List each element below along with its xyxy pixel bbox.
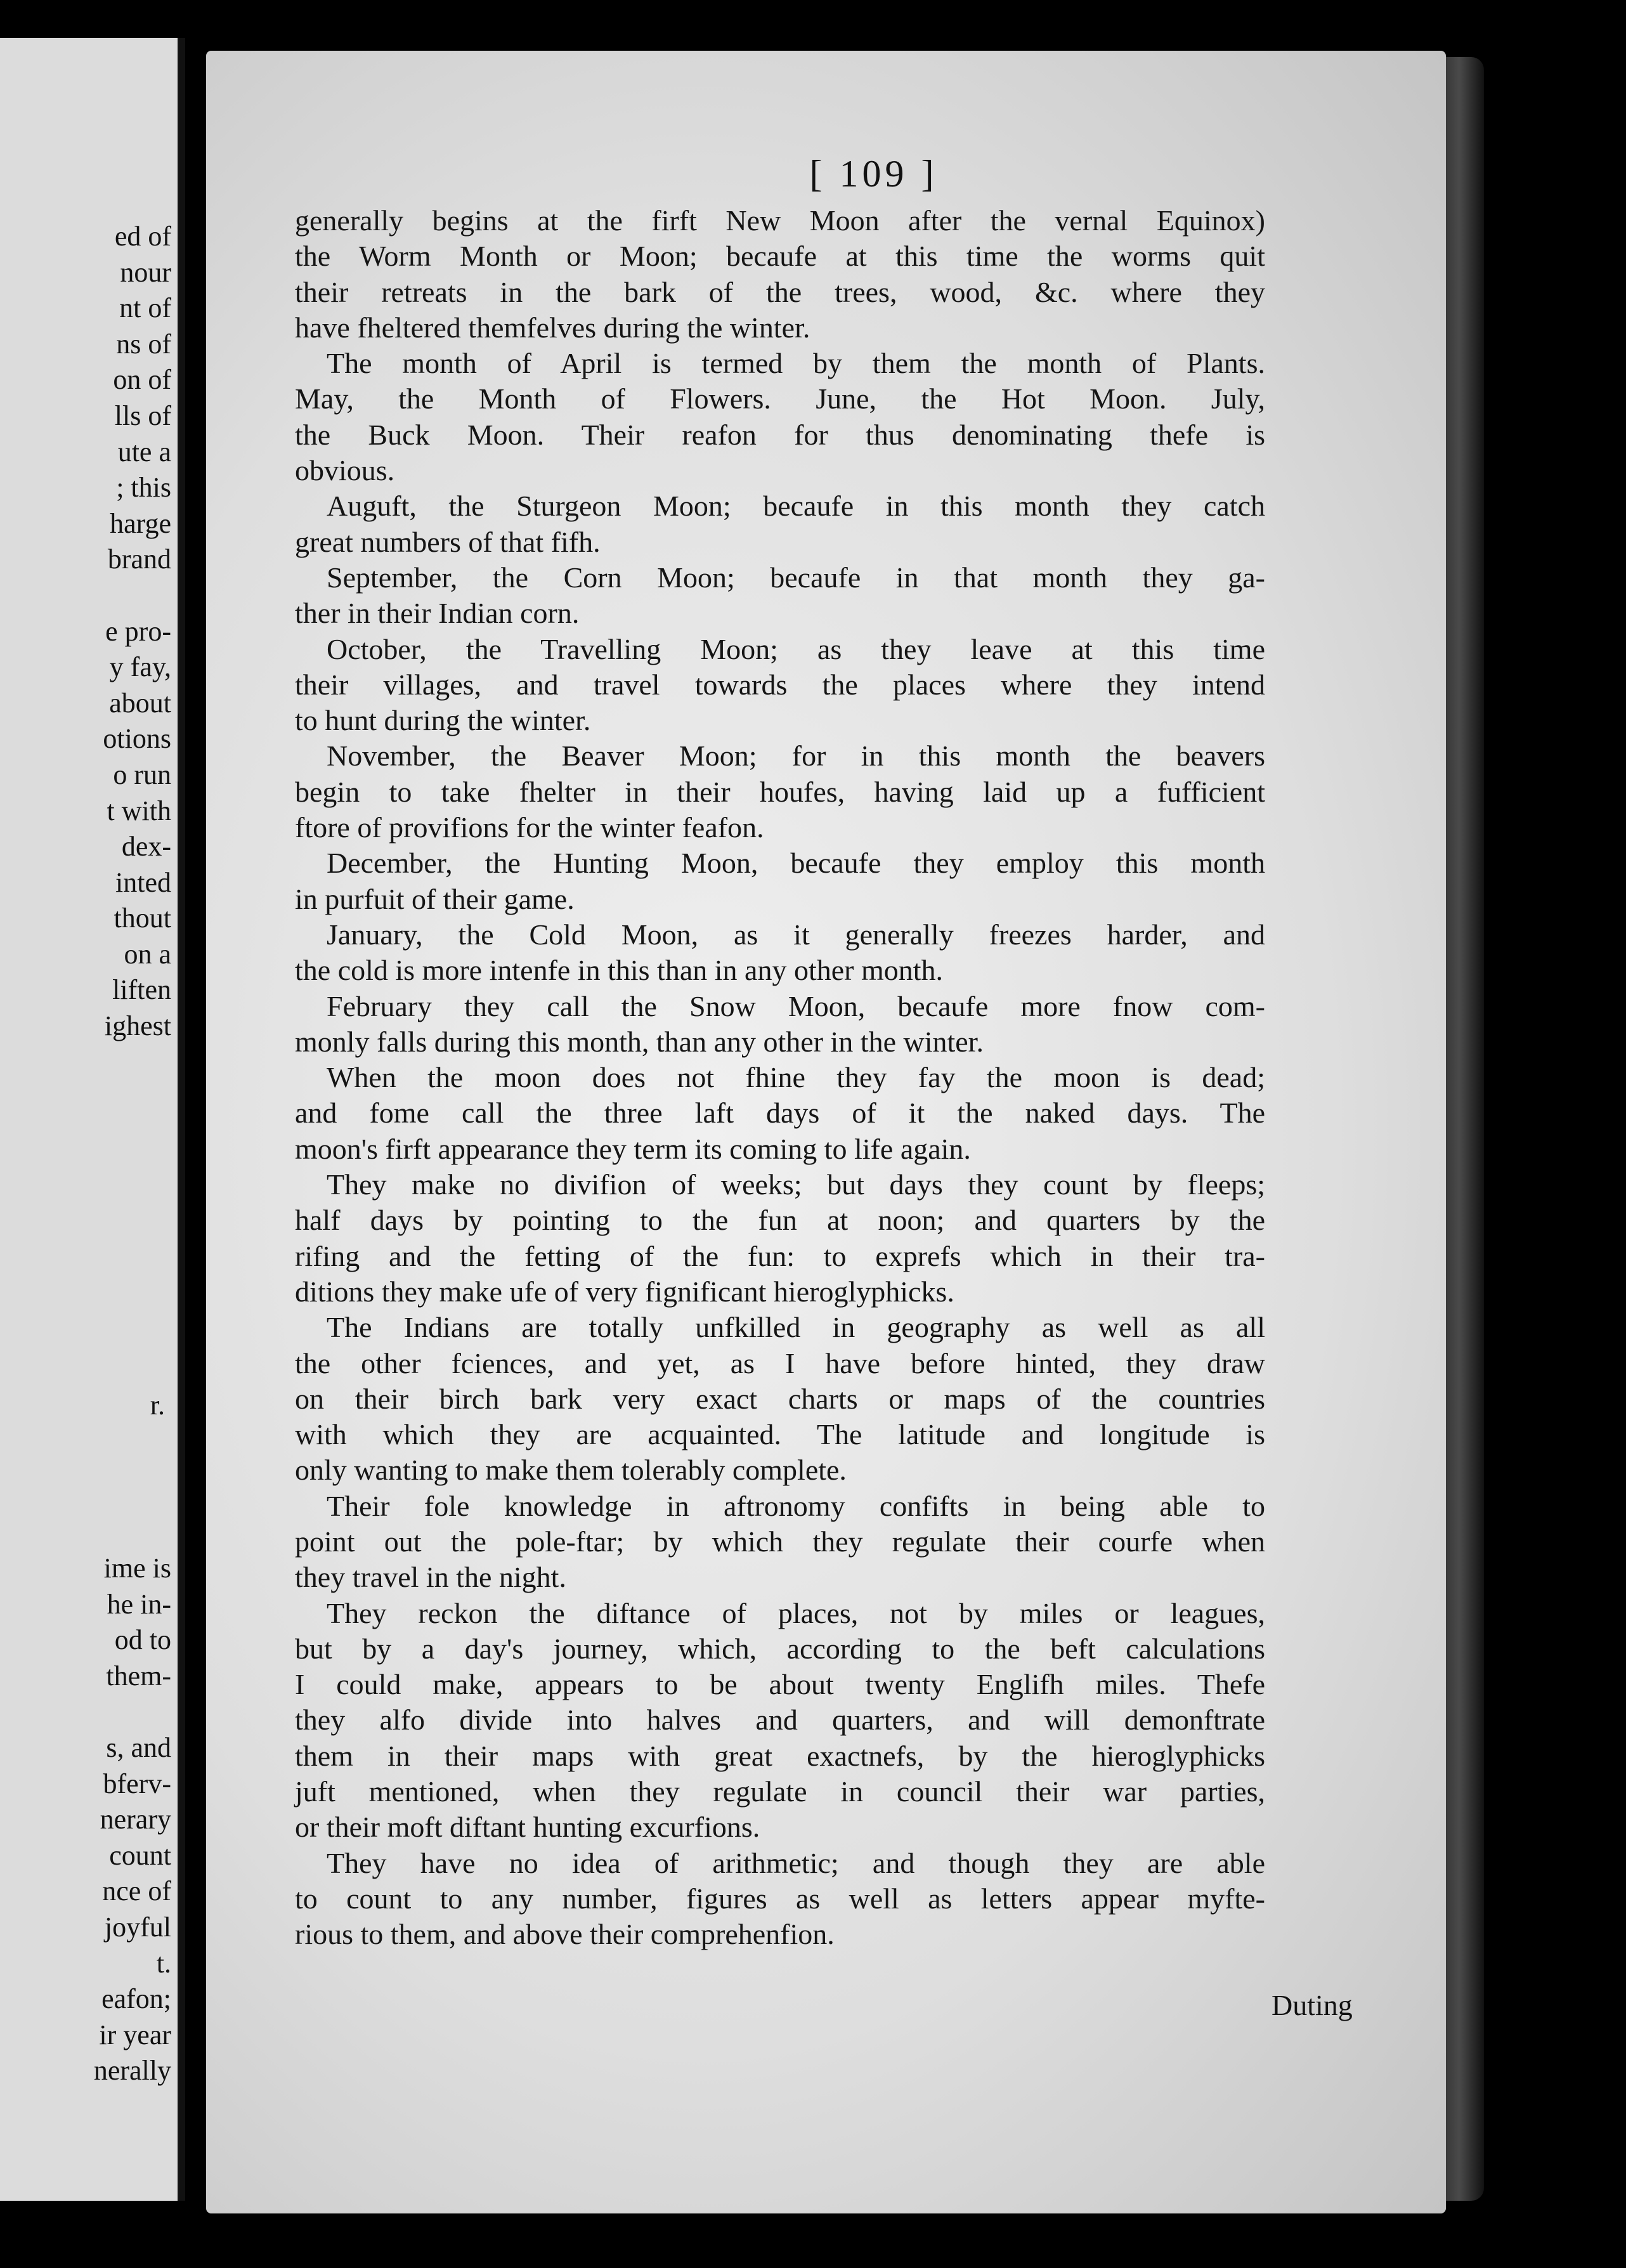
text-line: February they call the Snow Moon, becaufe more fnow com- <box>327 989 1265 1022</box>
text-line: only wanting to make them tolerably complete. <box>295 1454 847 1487</box>
left-facing-page <box>0 38 185 2201</box>
left-page-line-fragment: he in- <box>107 1588 171 1620</box>
text-line: great numbers of that fifh. <box>295 525 601 558</box>
left-page-line-fragment: nt of <box>119 292 171 324</box>
left-page-line-fragment: ed of <box>114 221 171 252</box>
left-page-line-fragment: od to <box>114 1624 171 1656</box>
text-line: Their fole knowledge in aftronomy confifts in being able to <box>327 1489 1265 1522</box>
text-line: Auguft, the Sturgeon Moon; becaufe in this month they catch <box>327 490 1265 523</box>
left-page-line-fragment: ; this <box>116 472 171 504</box>
text-line: the other fciences, and yet, as I have before hinted, they draw <box>295 1346 1265 1379</box>
text-line: their villages, and travel towards the places where they intend <box>295 668 1265 701</box>
left-page-line-fragment: on of <box>113 364 171 396</box>
text-line: They make no divifion of weeks; but days they count by fleeps; <box>327 1168 1265 1201</box>
text-line: they travel in the night. <box>295 1561 566 1594</box>
text-line: half days by pointing to the fun at noon; and quarters by the <box>295 1204 1265 1237</box>
text-line: or their moft diftant hunting excurfions. <box>295 1811 760 1844</box>
text-line: ther in their Indian corn. <box>295 597 580 630</box>
left-page-line-fragment: nerally <box>93 2055 171 2087</box>
text-line: ditions they make ufe of very fignificant hieroglyphicks. <box>295 1275 954 1308</box>
text-line: November, the Beaver Moon; for in this month the beavers <box>327 740 1265 772</box>
left-page-line-fragment: ute a <box>117 436 171 467</box>
left-page-line-fragment: on a <box>124 938 171 970</box>
left-page-line-fragment: otions <box>103 723 171 755</box>
page-number: [ 109 ] <box>809 153 938 195</box>
left-page-line-fragment <box>19 578 171 614</box>
text-line: to hunt during the winter. <box>295 704 591 737</box>
left-page-line-fragment: about <box>109 687 171 719</box>
text-line: to count to any number, figures as well as letters appear myfte- <box>295 1882 1265 1915</box>
left-page-line-fragment: s, and <box>106 1731 171 1763</box>
text-line: The Indians are totally unfkilled in geography as well as all <box>327 1311 1265 1344</box>
left-page-line-fragment: eafon; <box>101 1983 171 2015</box>
body-text <box>295 203 1265 1953</box>
text-line: October, the Travelling Moon; as they leave at this time <box>327 632 1265 665</box>
left-page-line-fragment: count <box>109 1839 171 1871</box>
left-page-line-fragment: ighest <box>104 1010 171 1042</box>
text-line: with which they are acquainted. The latitude and longitude is <box>295 1418 1265 1451</box>
left-page-line-fragment: them- <box>106 1660 171 1691</box>
left-page-line-fragment: t with <box>107 795 171 826</box>
text-line: monly falls during this month, than any other in the winter. <box>295 1025 984 1058</box>
text-line: The month of April is termed by them the month of Plants. <box>327 347 1265 380</box>
left-page-line-fragment: nerary <box>100 1804 171 1835</box>
left-page-text-upper <box>19 219 171 1045</box>
left-page-line-fragment: inted <box>115 866 171 898</box>
left-page-line-fragment: liften <box>112 974 171 1006</box>
text-line: generally begins at the firft New Moon after the vernal Equinox) <box>295 204 1265 237</box>
text-line: have fheltered themfelves during the winter. <box>295 311 810 344</box>
text-line: point out the pole-ftar; by which they regulate their courfe when <box>295 1525 1265 1558</box>
text-line: January, the Cold Moon, as it generally freezes harder, and <box>327 918 1265 951</box>
text-line: on their birch bark very exact charts or maps of the countries <box>295 1382 1265 1415</box>
book-page <box>206 51 1446 2213</box>
left-page-line-fragment: ir year <box>99 2019 171 2050</box>
text-line: in purfuit of their game. <box>295 882 575 915</box>
text-line: their retreats in the bark of the trees, wood, &c. where they <box>295 275 1265 308</box>
catchword: Duting <box>1272 1989 1353 2021</box>
text-line: rifing and the fetting of the fun: to exprefs which in their tra- <box>295 1239 1265 1272</box>
left-page-line-fragment: dex- <box>121 831 171 863</box>
text-line: May, the Month of Flowers. June, the Hot Moon. July, <box>295 382 1265 415</box>
left-page-line-fragment: ns of <box>116 328 171 360</box>
text-line: They have no idea of arithmetic; and though they are able <box>327 1846 1265 1879</box>
text-line: but by a day's journey, which, according to the beft calculations <box>295 1632 1265 1665</box>
left-page-line-fragment: bferv- <box>103 1768 171 1799</box>
text-line: September, the Corn Moon; becaufe in that month they ga- <box>327 561 1265 594</box>
left-page-line-fragment: nour <box>120 256 171 288</box>
left-page-text-lower <box>19 1551 171 2089</box>
text-line: the cold is more intenfe in this than in any other month. <box>295 954 944 987</box>
left-page-line-fragment: thout <box>114 903 171 934</box>
text-line: obvious. <box>295 454 395 487</box>
left-page-line-fragment: e pro- <box>105 615 171 647</box>
left-page-line-fragment: y fay, <box>109 651 171 683</box>
left-page-line-fragment: harge <box>110 507 171 539</box>
text-line: ftore of provifions for the winter feafon. <box>295 811 764 844</box>
text-line: the Buck Moon. Their reafon for thus denominating thefe is <box>295 418 1265 451</box>
left-page-line-fragment: brand <box>107 544 171 575</box>
left-page-line-fragment: nce of <box>102 1875 171 1907</box>
text-line: the Worm Month or Moon; becaufe at this time the worms quit <box>295 240 1265 273</box>
text-line: They reckon the diftance of places, not by miles or leagues, <box>327 1596 1265 1629</box>
text-line: moon's firft appearance they term its coming to life again. <box>295 1132 971 1165</box>
text-line: them in their maps with great exactnefs, by the hieroglyphicks <box>295 1739 1265 1772</box>
left-page-line-fragment: o run <box>113 759 171 790</box>
text-line: and fome call the three laft days of it the naked days. The <box>295 1097 1265 1130</box>
text-line: juft mentioned, when they regulate in council their war parties, <box>295 1775 1265 1808</box>
text-line: When the moon does not fhine they fay the moon is dead; <box>327 1061 1265 1094</box>
text-line: December, the Hunting Moon, becaufe they employ this month <box>327 847 1265 880</box>
text-line: begin to take fhelter in their houfes, having laid up a fufficient <box>295 775 1265 808</box>
text-line: rious to them, and above their comprehenfion. <box>295 1918 835 1951</box>
left-page-line-fragment <box>19 1694 171 1730</box>
left-page-line-fragment: t. <box>156 1947 171 1979</box>
text-line: they alfo divide into halves and quarters, and will demonftrate <box>295 1704 1265 1737</box>
left-page-mark: r. <box>150 1390 165 1421</box>
left-page-line-fragment: lls of <box>114 400 171 431</box>
left-page-line-fragment: joyful <box>104 1911 171 1943</box>
left-page-line-fragment: ime is <box>103 1553 171 1584</box>
text-line: I could make, appears to be about twenty Englifh miles. Thefe <box>295 1668 1265 1701</box>
